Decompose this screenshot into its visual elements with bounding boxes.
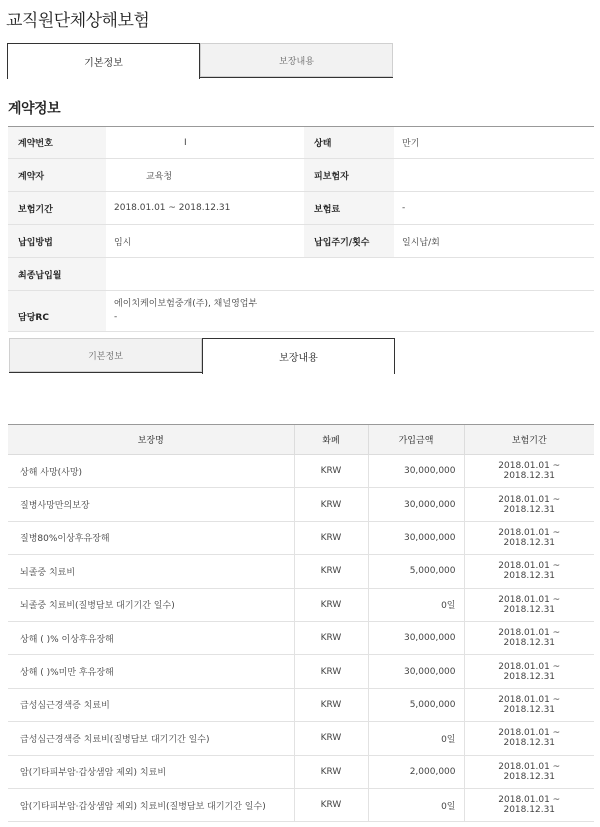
period-label: 보험기간 [8, 192, 106, 224]
cell-period: 2018.01.01 ~ 2018.12.31 [464, 688, 594, 721]
cell-name: 급성심근경색증 치료비 [8, 688, 294, 721]
cell-amount: 0일 [368, 722, 464, 755]
cell-period: 2018.01.01 ~ 2018.12.31 [464, 755, 594, 788]
pay-cycle-value: 일시납/회 [402, 237, 440, 248]
cell-currency: KRW [294, 455, 368, 488]
tab-coverage[interactable]: 보장내용 [200, 43, 393, 77]
tab-coverage-2[interactable]: 보장내용 [202, 338, 395, 374]
table-row [8, 588, 594, 621]
cell-period: 2018.01.01 ~ 2018.12.31 [464, 555, 594, 588]
cell-amount: 5,000,000 [368, 555, 464, 588]
last-pay-label: 최종납입월 [8, 258, 106, 290]
cell-name: 질병80%이상후유장해 [8, 521, 294, 554]
cell-amount: 5,000,000 [368, 688, 464, 721]
cell-currency: KRW [294, 788, 368, 821]
cell-period: 2018.01.01 ~ 2018.12.31 [464, 455, 594, 488]
col-header-amount: 가입금액 [368, 425, 464, 455]
status-value: 만기 [402, 139, 420, 149]
page-title: 교직원단체상해보험 [6, 11, 150, 31]
cell-name: 암(기타피부암·갑상샘암 제외) 치료비(질병담보 대기기간 일수) [8, 788, 294, 821]
cell-amount: 30,000,000 [368, 655, 464, 688]
cell-name: 급성심근경색증 치료비(질병담보 대기기간 일수) [8, 722, 294, 755]
info-row [8, 258, 594, 291]
cell-name: 상해 사망(사망) [8, 455, 294, 488]
cell-amount: 2,000,000 [368, 755, 464, 788]
last-pay-value [106, 258, 594, 290]
info-row [8, 225, 594, 258]
info-row [8, 126, 594, 159]
pay-cycle-label: 납입주기/횟수 [304, 225, 394, 257]
top-tab-bar [7, 43, 393, 78]
cell-amount: 30,000,000 [368, 521, 464, 554]
cell-currency: KRW [294, 688, 368, 721]
cell-amount: 30,000,000 [368, 488, 464, 521]
table-row [8, 688, 594, 721]
rc-label: 담당RC [8, 291, 106, 331]
contract-info-grid [8, 126, 594, 332]
table-row [8, 655, 594, 688]
col-header-name: 보장명 [8, 425, 294, 455]
pay-method-value: 임시 [114, 237, 132, 248]
insured-label: 피보험자 [304, 159, 394, 191]
tab-basic-info-2[interactable]: 기본정보 [9, 338, 202, 372]
info-row [8, 159, 594, 192]
cell-currency: KRW [294, 621, 368, 654]
table-row [8, 488, 594, 521]
cell-currency: KRW [294, 588, 368, 621]
status-label: 상태 [304, 127, 394, 158]
period-value: 2018.01.01 ~ 2018.12.31 [114, 203, 231, 213]
rc-value [106, 291, 594, 331]
cell-period: 2018.01.01 ~ 2018.12.31 [464, 521, 594, 554]
cell-period: 2018.01.01 ~ 2018.12.31 [464, 488, 594, 521]
pay-method-label: 납입방법 [8, 225, 106, 257]
cell-currency: KRW [294, 555, 368, 588]
col-header-period: 보험기간 [464, 425, 594, 455]
cell-name: 뇌졸중 치료비 [8, 555, 294, 588]
cell-amount: 30,000,000 [368, 455, 464, 488]
table-row [8, 788, 594, 821]
cell-currency: KRW [294, 488, 368, 521]
col-header-currency: 화폐 [294, 425, 368, 455]
contract-no-value: I [184, 137, 187, 148]
cell-amount: 0일 [368, 788, 464, 821]
cell-currency: KRW [294, 755, 368, 788]
cell-name: 뇌졸중 치료비(질병담보 대기기간 일수) [8, 588, 294, 621]
rc-value-line1: 에이치케이보험중개(주), 채널영업부 [114, 299, 258, 309]
cell-currency: KRW [294, 655, 368, 688]
table-row [8, 521, 594, 554]
contractor-value: 교육청 [146, 171, 173, 182]
insured-value [394, 159, 594, 191]
info-row [8, 291, 594, 332]
table-row [8, 555, 594, 588]
contract-no-label: 계약번호 [8, 127, 106, 158]
contractor-label: 계약자 [8, 159, 106, 191]
info-row [8, 192, 594, 225]
cell-currency: KRW [294, 521, 368, 554]
table-row [8, 455, 594, 488]
cell-period: 2018.01.01 ~ 2018.12.31 [464, 788, 594, 821]
cell-period: 2018.01.01 ~ 2018.12.31 [464, 722, 594, 755]
cell-name: 암(기타피부암·갑상샘암 제외) 치료비 [8, 755, 294, 788]
section-title: 계약정보 [8, 101, 61, 117]
cell-amount: 30,000,000 [368, 621, 464, 654]
coverage-tab-bar [9, 338, 395, 373]
cell-period: 2018.01.01 ~ 2018.12.31 [464, 655, 594, 688]
table-row [8, 621, 594, 654]
rc-value-line2: - [114, 312, 118, 322]
cell-currency: KRW [294, 722, 368, 755]
premium-value: - [402, 203, 406, 213]
cell-amount: 0일 [368, 588, 464, 621]
cell-name: 상해 ( )% 이상후유장해 [8, 621, 294, 654]
cell-name: 상해 ( )%미만 후유장해 [8, 655, 294, 688]
tab-basic-info[interactable]: 기본정보 [7, 43, 200, 79]
table-row [8, 755, 594, 788]
cell-period: 2018.01.01 ~ 2018.12.31 [464, 588, 594, 621]
table-row [8, 722, 594, 755]
cell-period: 2018.01.01 ~ 2018.12.31 [464, 621, 594, 654]
premium-label: 보험료 [304, 192, 394, 224]
coverage-table [8, 424, 594, 822]
cell-name: 질병사망만의보장 [8, 488, 294, 521]
coverage-header-row [8, 425, 594, 455]
